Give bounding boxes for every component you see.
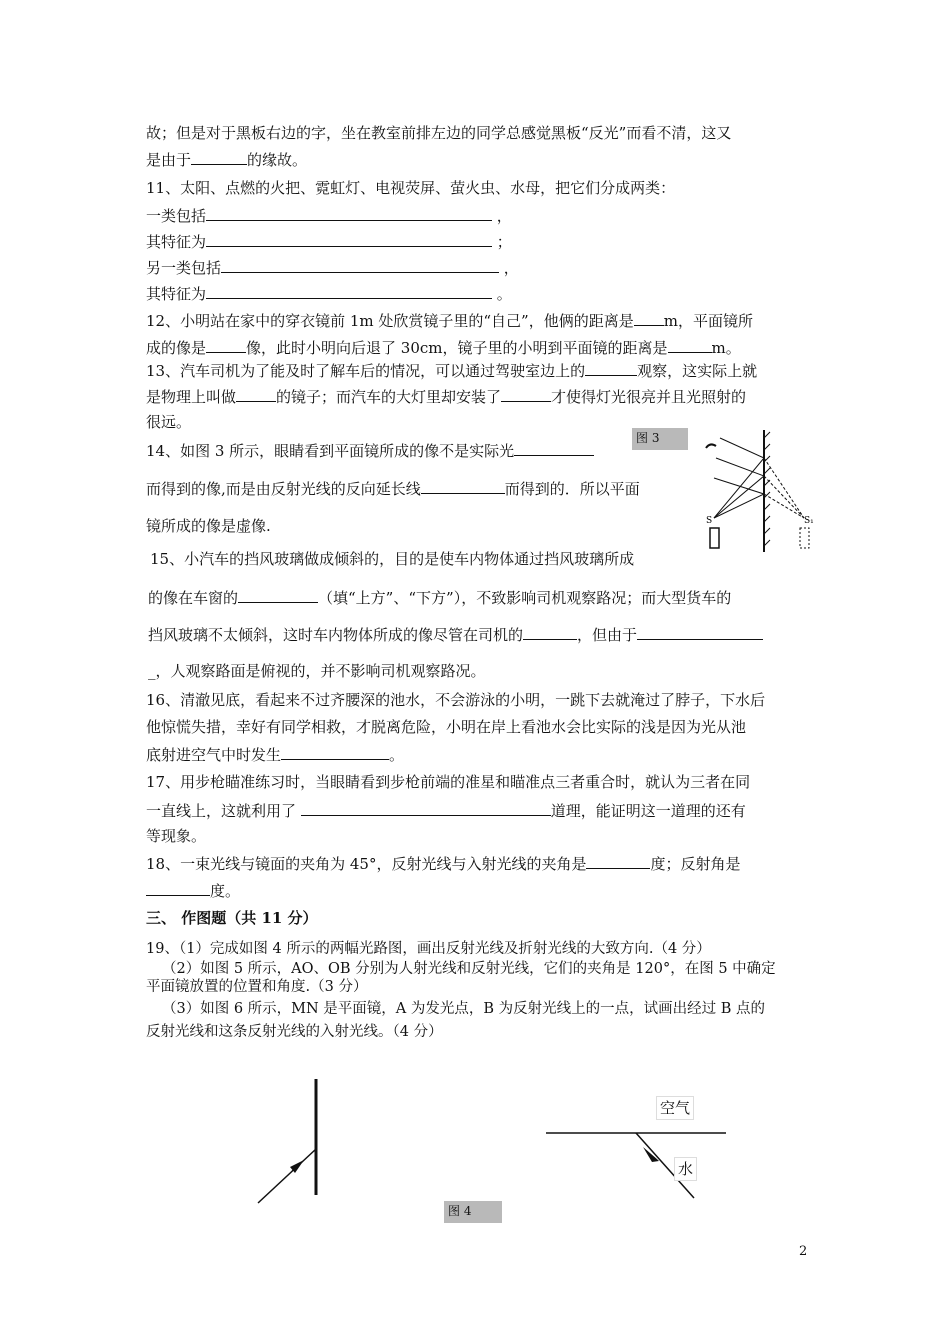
point-s-label: S [706, 516, 713, 526]
blank [206, 230, 492, 247]
text-line: （2）如图 5 所示，AO、OB 分别为人射光线和反射光线，它们的夹角是 120°，在图 5 中确定 [162, 961, 776, 977]
figure-4-refraction-diagram [540, 1120, 740, 1210]
blank [523, 623, 577, 640]
text-line: 而得到的像,而是由反射光线的反向延长线 而得到的．所以平面 [146, 477, 696, 500]
text-line: 挡风玻璃不太倾斜，这时车内物体所成的像尽管在司机的 ，但由于 [148, 623, 813, 646]
page-number: 2 [799, 1244, 808, 1259]
text-line: 是由于 的缘故。 [146, 148, 811, 171]
question-14: 14、如图 3 所示，眼睛看到平面镜所成的像不是实际光 [146, 439, 636, 462]
question-17: 17、用步枪瞄准练习时，当眼睛看到步枪前端的准星和瞄准点三者重合时，就认为三者在同 [146, 773, 751, 791]
question-18: 18、一束光线与镜面的夹角为 45°，反射光线与入射光线的夹角是 度；反射角是 [146, 852, 811, 875]
text-line: 他惊慌失措，幸好有同学相救，才脱离危险，小明在岸上看池水会比实际的浅是因为光从池 [146, 718, 747, 736]
text-line: 其特征为 。 [146, 282, 811, 305]
text-line: 是物理上叫做 的镜子；而汽车的大灯里却安装了 才使得灯光很亮并且光照射的 [146, 385, 811, 408]
figure-3-diagram [700, 428, 820, 558]
candle-icon [710, 528, 719, 548]
point-s1-label: S₁ [804, 516, 814, 526]
candle-image-icon [800, 528, 809, 548]
blank [238, 586, 318, 603]
blank [514, 439, 594, 456]
text-line: 一类包括 ， [146, 204, 811, 227]
figure-4-label: 图 4 [444, 1201, 502, 1223]
blank [637, 623, 763, 640]
text-line: 平面镜放置的位置和角度.（3 分） [146, 979, 368, 995]
blank [221, 256, 499, 273]
figure-3-label: 图 3 [632, 428, 688, 450]
light-rays [714, 438, 764, 518]
text-line: 成的像是 像，此时小明向后退了 30cm，镜子里的小明到平面镜的距离是 m。 [146, 336, 811, 359]
text-line: 度。 [146, 879, 811, 902]
question-19: 19、（1）完成如图 4 所示的两幅光路图，画出反射光线及折射光线的大致方向.（4 分） [146, 941, 711, 957]
blank [421, 477, 505, 494]
eye-icon [706, 444, 716, 448]
virtual-rays [764, 458, 804, 518]
text-line: 等现象。 [146, 827, 207, 845]
text-line: 一直线上，这就利用了 道理，能证明这一道理的还有 [146, 799, 811, 822]
text-line: 其特征为 ； [146, 230, 811, 253]
text-line: 的像在车窗的 （填“上方”、“下方”），不致影响司机观察路况；而大型货车的 [148, 586, 813, 609]
text-line: （3）如图 6 所示，MN 是平面镜，A 为发光点，B 为反射光线上的一点，试画出经过 B 点的 [162, 1001, 766, 1017]
text-line: 另一类包括 ， [146, 256, 811, 279]
blank [634, 309, 664, 326]
blank [206, 204, 492, 221]
question-11: 11、太阳、点燃的火把、霓虹灯、电视荧屏、萤火虫、水母，把它们分成两类： [146, 179, 676, 197]
blank [281, 743, 389, 760]
figure-4-mirror-diagram [250, 1075, 330, 1210]
blank [668, 336, 712, 353]
air-label: 空气 [656, 1096, 694, 1120]
text-line: 反射光线和这条反射光线的入射光线。（4 分） [146, 1024, 443, 1040]
blank [301, 799, 551, 816]
blank [206, 282, 492, 299]
question-13: 13、汽车司机为了能及时了解车后的情况，可以通过驾驶室边上的 观察，这实际上就 [146, 359, 811, 382]
blank [146, 879, 210, 896]
section-3-heading: 三、 作图题（共 11 分） [146, 909, 318, 927]
blank [191, 148, 247, 165]
text-line: 故；但是对于黑板右边的字，坐在教室前排左边的同学总感觉黑板“反光”而看不清，这又 [146, 124, 732, 142]
question-12: 12、小明站在家中的穿衣镜前 1m 处欣赏镜子里的“自己”，他俩的距离是 m，平面镜所 [146, 309, 811, 332]
blank [236, 385, 276, 402]
water-label: 水 [674, 1157, 697, 1181]
question-15: 15、小汽车的挡风玻璃做成倾斜的，目的是使车内物体通过挡风玻璃所成 [150, 550, 635, 568]
blank [586, 852, 650, 869]
text-line: 底射进空气中时发生 。 [146, 743, 811, 766]
incident-ray [258, 1149, 316, 1203]
blank [585, 359, 637, 376]
blank [501, 385, 551, 402]
text-line: 很远。 [146, 413, 192, 431]
question-16: 16、清澈见底，看起来不过齐腰深的池水，不会游泳的小明，一跳下去就淹过了脖子，下水后 [146, 691, 766, 709]
text-line: 镜所成的像是虚像. [146, 517, 271, 535]
text-line: _，人观察路面是俯视的，并不影响司机观察路况。 [148, 662, 486, 680]
blank [206, 336, 246, 353]
